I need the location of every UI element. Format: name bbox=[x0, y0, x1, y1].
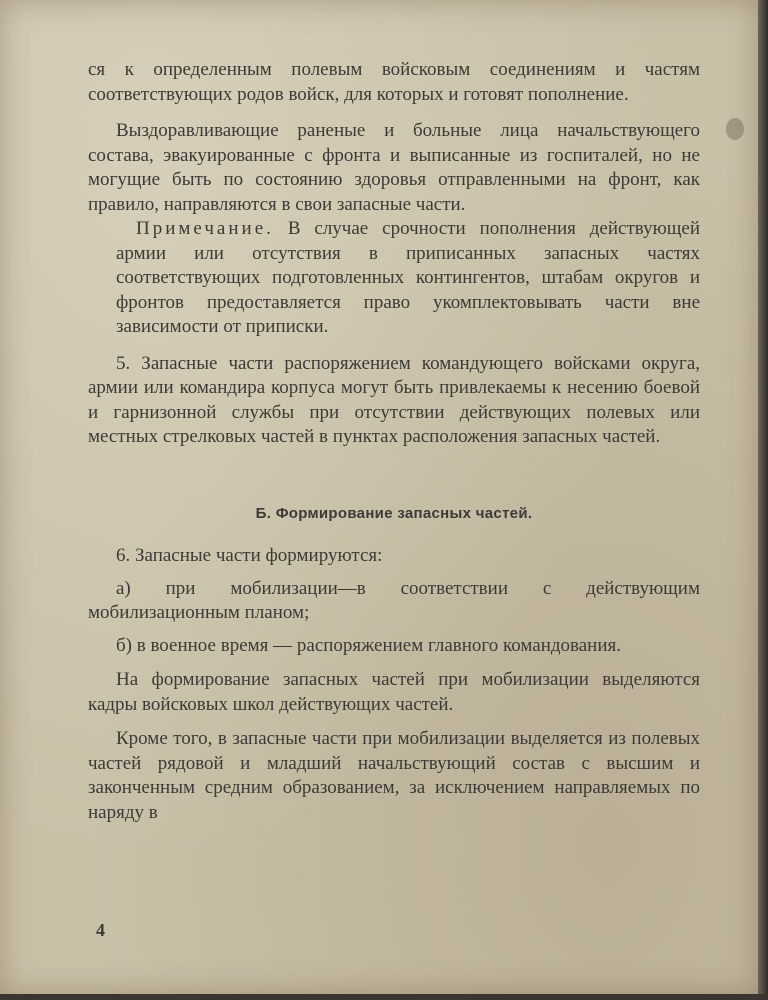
paragraph-convalescents: Выздоравливающие раненые и больные лица начальствующего состава, эвакуированные с фронта и выписанные из госпиталей, но не могущие быть по состоянию здоровья отправленными на фронт, как правило, направляются в свои запасные части. bbox=[88, 120, 700, 215]
paragraph-additional: Кроме того, в запасные части при мобилизации выделяется из полевых частей рядовой и младший начальствующий состав с высшим и законченным средним образованием, за исключением направляемых по наряду в bbox=[88, 728, 700, 823]
paragraph-5: 5. Запасные части распоряжением командующего войсками округа, армии или командира корпуса могут быть привлекаемы к несению боевой и гарнизонной службы при отсутствии действующих полевых или местных стрелковых частей в пунктах расположения запасных частей. bbox=[88, 352, 700, 447]
item-a: а) при мобилизации—в соответствии с действующим мобилизационным планом; bbox=[88, 577, 700, 623]
item-b: б) в военное время — распоряжением главного командования. bbox=[116, 634, 622, 656]
section-heading: Б. Формирование запасных частей. bbox=[255, 504, 533, 522]
paragraph-cadres: На формирование запасных частей при мобилизации выделяются кадры войсковых школ действующих частей. bbox=[88, 669, 700, 715]
note-text: В случае срочности пополнения действующей армии или отсутствия в приписанных запасных частях соответствующих подготовленных контингентов, штабам округов и фронтов предоставляется право укомплектовывать части вне зависимости от приписки. bbox=[116, 218, 701, 337]
scan-edge bbox=[758, 0, 768, 1000]
paper-stain bbox=[726, 118, 744, 140]
document-body bbox=[88, 58, 700, 825]
note-label: Примечание. bbox=[136, 218, 274, 239]
note-paragraph bbox=[116, 217, 700, 340]
paragraph-continuation: ся к определенным полевым войсковым соединениям и частям соответствующих родов войск, для которых и готовят пополнение. bbox=[88, 59, 700, 105]
paragraph-6: 6. Запасные части формируются: bbox=[116, 545, 383, 566]
scan-bottom-edge bbox=[0, 994, 768, 1000]
page-number: 4 bbox=[96, 920, 105, 940]
